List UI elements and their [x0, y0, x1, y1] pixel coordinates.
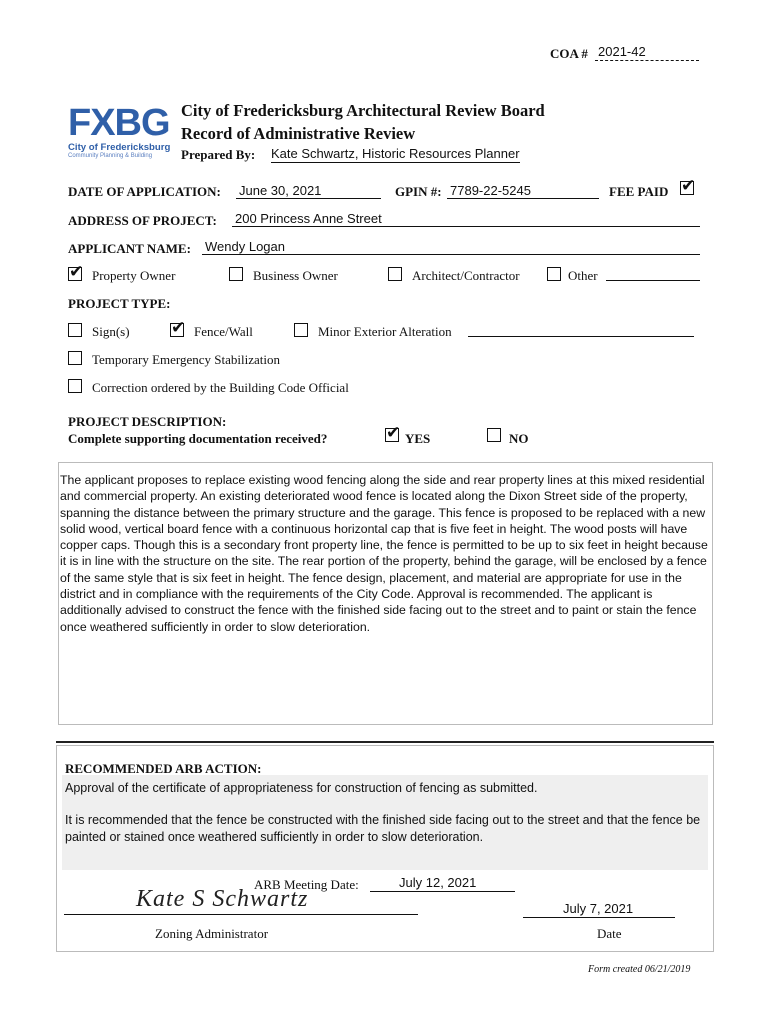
temporary-checkbox[interactable] [68, 351, 82, 365]
arb-action-label: RECOMMENDED ARB ACTION: [65, 761, 262, 776]
business-owner-checkbox[interactable] [229, 267, 243, 281]
architect-label: Architect/Contractor [412, 268, 520, 283]
project-description-label: PROJECT DESCRIPTION: [68, 414, 227, 429]
applicant-label: APPLICANT NAME: [68, 241, 191, 256]
check-icon: ✔ [69, 262, 84, 282]
doc-yes-label: YES [405, 431, 431, 446]
sign-date-value: July 7, 2021 [563, 901, 634, 916]
coa-label: COA # [550, 46, 588, 61]
correction-checkbox[interactable] [68, 379, 82, 393]
signs-checkbox[interactable] [68, 323, 82, 337]
date-caption: Date [597, 926, 622, 941]
logo-dept: Community Planning & Building [68, 153, 153, 159]
city-logo [68, 104, 172, 160]
doc-no-checkbox[interactable] [487, 428, 501, 442]
property-owner-checkbox[interactable] [68, 262, 84, 282]
business-owner-label: Business Owner [253, 268, 338, 283]
other-checkbox[interactable] [547, 267, 561, 281]
zoning-administrator-label: Zoning Administrator [155, 926, 269, 941]
date-value: June 30, 2021 [239, 183, 322, 198]
arb-action-line1: Approval of the certificate of appropriateness for construction of fencing as submitted. [65, 781, 538, 795]
doc-no-label: NO [509, 431, 529, 446]
fee-paid-checkbox[interactable] [680, 176, 696, 196]
prepared-by-label: Prepared By: [181, 147, 256, 162]
signature: Kate S Schwartz [136, 886, 309, 912]
arb-action-line2: It is recommended that the fence be constructed with the finished side facing out to the street and that the fence be painted or stained once weathered sufficiently in order to slow deterioration. [65, 813, 701, 844]
coa-value: 2021-42 [598, 44, 646, 59]
applicant-value: Wendy Logan [205, 239, 285, 254]
property-owner-label: Property Owner [92, 268, 176, 283]
check-icon: ✔ [386, 423, 401, 443]
logo-city: City of Fredericksburg [68, 142, 171, 153]
fence-label: Fence/Wall [194, 324, 253, 339]
address-value: 200 Princess Anne Street [235, 211, 382, 226]
arb-meeting-date-label: ARB Meeting Date: [254, 877, 359, 892]
minor-alteration-field[interactable] [468, 322, 694, 337]
form-title: City of Fredericksburg Architectural Review Board [181, 101, 545, 120]
check-icon: ✔ [171, 318, 186, 338]
gpin-label: GPIN #: [395, 184, 442, 199]
date-label: DATE OF APPLICATION: [68, 184, 221, 199]
prepared-by-value: Kate Schwartz, Historic Resources Planner [271, 146, 520, 161]
arb-meeting-date-value: July 12, 2021 [399, 875, 477, 890]
correction-label: Correction ordered by the Building Code Official [92, 380, 349, 395]
architect-checkbox[interactable] [388, 267, 402, 281]
doc-yes-checkbox[interactable] [385, 423, 401, 443]
project-description-text: The applicant proposes to replace existing wood fencing along the side and rear property lines at this mixed residential and commercial property. An existing deteriorated wood fence is located along the Dixon Street side of the property, spanning the distance between the primary structure and the garage. This fence is proposed to be replaced with a new solid wood, vertical board fence with a continuous horizontal cap that is five feet in height. The wood posts will have copper caps. Though this is a secondary front property line, the fence is permitted to be up to six feet in height because it is in line with the structure on the site. The rear portion of the property, behind the garage, will be enclosed by a fence of the same style that is six feet in height. The fence design, placement, and material are appropriate for use in the district and in compliance with the requirements of the City Code. Approval is recommended. The applicant is additionally advised to construct the fence with the finished side facing out to the street and to paint or stain the fence once weathered sufficiently in order to slow deterioration. [60, 473, 708, 634]
minor-alteration-checkbox[interactable] [294, 323, 308, 337]
temporary-label: Temporary Emergency Stabilization [92, 352, 281, 367]
documentation-question: Complete supporting documentation received? [68, 431, 328, 446]
address-label: ADDRESS OF PROJECT: [68, 213, 217, 228]
section-divider [56, 741, 714, 743]
minor-alteration-label: Minor Exterior Alteration [318, 324, 452, 339]
other-field[interactable] [606, 266, 700, 281]
check-icon: ✔ [681, 176, 696, 196]
signs-label: Sign(s) [92, 324, 130, 339]
form-created-footer: Form created 06/21/2019 [588, 964, 691, 975]
gpin-value: 7789-22-5245 [450, 183, 531, 198]
project-type-label: PROJECT TYPE: [68, 296, 171, 311]
other-label: Other [568, 268, 598, 283]
logo-letters: FXBG [68, 102, 170, 144]
fee-paid-label: FEE PAID [609, 184, 669, 199]
fence-checkbox[interactable] [170, 318, 186, 338]
form-subtitle: Record of Administrative Review [181, 124, 416, 143]
